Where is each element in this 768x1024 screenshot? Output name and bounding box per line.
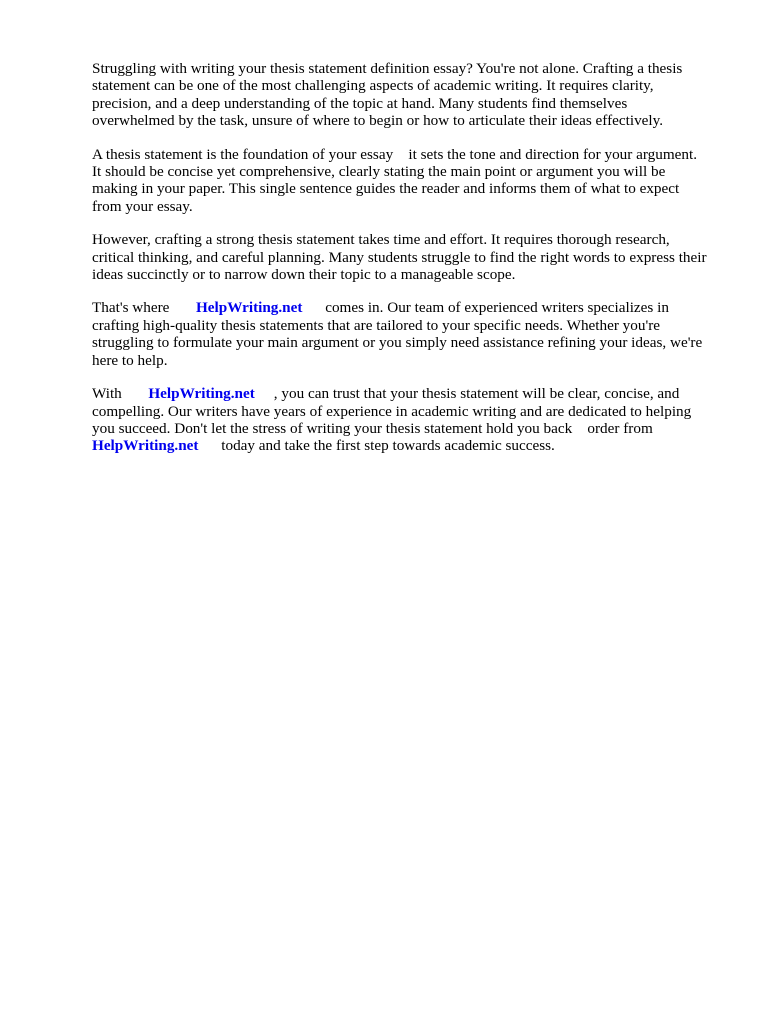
text-line: ideas succinctly or to narrow down their topic to a manageable scope. (92, 266, 516, 284)
text-segment: today and take the first step towards academic success. (198, 437, 555, 455)
text-line: struggling to formulate your main argument or you simply need assistance refining your ideas, we're (92, 334, 703, 352)
text-line: overwhelmed by the task, unsure of where to begin or how to articulate their ideas effectively. (92, 112, 664, 130)
text-segment: With (92, 385, 149, 403)
text-line: critical thinking, and careful planning. Many students struggle to find the right words to express their (92, 248, 707, 266)
text-line: you succeed. Don't let the stress of writing your thesis statement hold you back order from (92, 419, 653, 437)
paragraph-effort (92, 231, 728, 283)
text-line: A thesis statement is the foundation of your essay it sets the tone and direction for your argument. (92, 145, 697, 163)
paragraph-trust (92, 385, 728, 455)
text-segment: That's where (92, 299, 196, 317)
document-body (92, 60, 728, 471)
text-line: It should be concise yet comprehensive, clearly stating the main point or argument you will be (92, 163, 666, 181)
text-line: However, crafting a strong thesis statement takes time and effort. It requires thorough research, (92, 231, 670, 249)
text-segment: , you can trust that your thesis statement will be clear, concise, and (254, 385, 680, 403)
paragraph-intro (92, 60, 728, 130)
text-line: here to help. (92, 351, 168, 369)
text-line: statement can be one of the most challenging aspects of academic writing. It requires clarity, (92, 77, 654, 95)
text-line: precision, and a deep understanding of the topic at hand. Many students find themselves (92, 94, 628, 112)
text-line: Struggling with writing your thesis statement definition essay? You're not alone. Crafting a thesis (92, 60, 683, 77)
text-segment: comes in. Our team of experienced writers specializes in (302, 299, 669, 317)
helpwriting-link[interactable]: HelpWriting.net (148, 385, 255, 403)
paragraph-service (92, 299, 728, 369)
helpwriting-link[interactable]: HelpWriting.net (195, 299, 303, 317)
text-line (92, 385, 728, 402)
text-line: compelling. Our writers have years of experience in academic writing and are dedicated to helping (92, 402, 692, 420)
paragraph-foundation (92, 146, 728, 216)
text-line (92, 437, 728, 454)
text-line: from your essay. (92, 197, 193, 215)
text-line (92, 299, 728, 316)
text-line: making in your paper. This single sentence guides the reader and informs them of what to expect (92, 180, 680, 198)
helpwriting-link[interactable]: HelpWriting.net (92, 437, 199, 455)
text-line: crafting high-quality thesis statements that are tailored to your specific needs. Whether you're (92, 316, 661, 334)
